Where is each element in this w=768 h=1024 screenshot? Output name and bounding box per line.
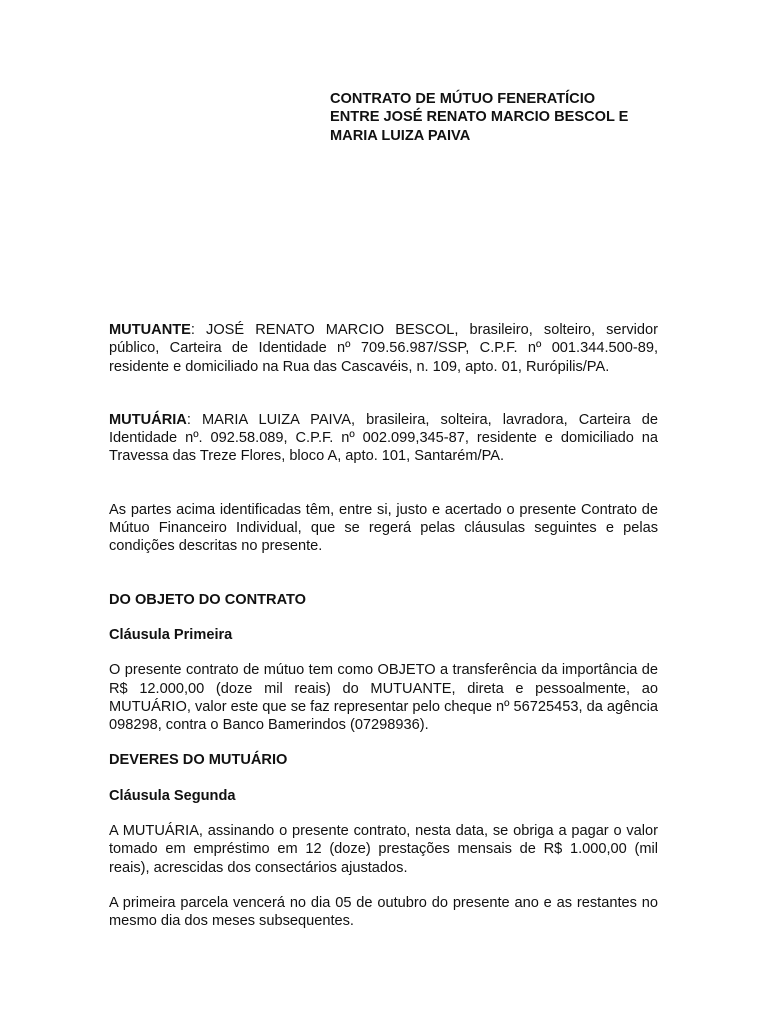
clause-second-heading: Cláusula Segunda	[109, 787, 236, 804]
contract-title-line-2: ENTRE JOSÉ RENATO MARCIO BESCOL E	[330, 109, 629, 126]
mutuante-label: MUTUANTE	[109, 322, 191, 338]
mutuante-details: : JOSÉ RENATO MARCIO BESCOL, brasileiro, solteiro, servidor público, Carteira de Identidade nº 709.56.987/SSP, C.P.F. nº 001.344.500-89, residente e domiciliado na Rua das Cascavéis, n. 109, apto. 01, Rurópilis/PA.	[109, 322, 658, 375]
mutuante-paragraph	[109, 321, 658, 376]
clause-first-heading: Cláusula Primeira	[109, 626, 233, 643]
clause-second-text: A MUTUÁRIA, assinando o presente contrato, nesta data, se obriga a pagar o valor tomado em empréstimo em 12 (doze) prestações mensais de R$ 1.000,00 (mil reais), acrescidas dos consectários ajustados.	[109, 823, 658, 876]
contract-title	[330, 90, 658, 145]
contract-title-line-3: MARIA LUIZA PAIVA	[330, 127, 471, 144]
mutuaria-label: MUTUÁRIA	[109, 411, 187, 428]
contract-intro-paragraph: As partes acima identificadas têm, entre si, justo e acertado o presente Contrato de Mútuo Financeiro Individual, que se regerá pelas cláusulas seguintes e pelas condições descritas no presente.	[109, 501, 658, 555]
mutuaria-paragraph	[109, 411, 658, 466]
payment-schedule-paragraph: A primeira parcela vencerá no dia 05 de outubro do presente ano e as restantes no mesmo dia dos meses subsequentes.	[109, 894, 658, 930]
contract-title-line-1: CONTRATO DE MÚTUO FENERATÍCIO	[330, 91, 596, 107]
mutuaria-details: : MARIA LUIZA PAIVA, brasileira, solteira, lavradora, Carteira de Identidade nº. 092.58.089, C.P.F. nº 002.099,345-87, residente e domiciliado na Travessa das Treze Flores, bloco A, apto. 101, Santarém/PA.	[109, 411, 658, 465]
contract-body	[109, 321, 658, 931]
clause-first-text: O presente contrato de mútuo tem como OBJETO a transferência da importância de R$ 12.000,00 (doze mil reais) do MUTUANTE, direta e pessoalmente, ao MUTUÁRIO, valor este que se faz representar pelo cheque nº 56725453, da agência 098298, contra o Banco Bamerindos (07298936).	[109, 662, 658, 734]
object-section-heading: DO OBJETO DO CONTRATO	[109, 591, 307, 608]
duties-section-heading: DEVERES DO MUTUÁRIO	[109, 752, 288, 769]
